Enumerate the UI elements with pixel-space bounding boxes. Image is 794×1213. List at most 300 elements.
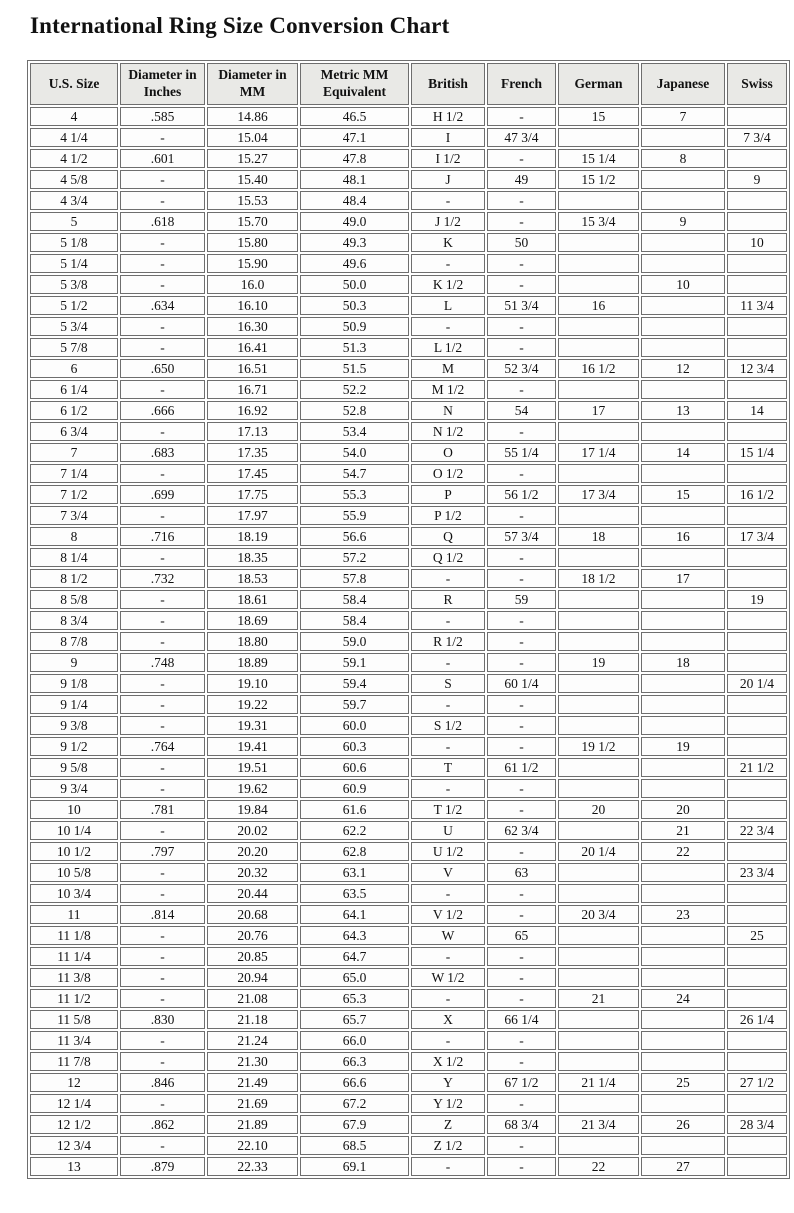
- table-cell: 57.2: [300, 548, 409, 567]
- table-cell: .732: [120, 569, 205, 588]
- table-cell: 27 1/2: [727, 1073, 787, 1092]
- table-row: [30, 443, 787, 462]
- table-cell: [641, 464, 725, 483]
- table-row: [30, 296, 787, 315]
- table-cell: 11 5/8: [30, 1010, 118, 1029]
- table-cell: 7: [30, 443, 118, 462]
- table-cell: .830: [120, 1010, 205, 1029]
- table-row: [30, 506, 787, 525]
- table-cell: O 1/2: [411, 464, 485, 483]
- table-cell: [641, 695, 725, 714]
- table-row: [30, 863, 787, 882]
- table-row: [30, 485, 787, 504]
- table-cell: [558, 968, 639, 987]
- table-cell: [558, 128, 639, 147]
- table-cell: 55.9: [300, 506, 409, 525]
- table-cell: -: [487, 779, 556, 798]
- table-cell: [641, 506, 725, 525]
- table-cell: 20.68: [207, 905, 298, 924]
- table-cell: 12 1/4: [30, 1094, 118, 1113]
- table-cell: 16.10: [207, 296, 298, 315]
- table-cell: [727, 905, 787, 924]
- table-cell: 52 3/4: [487, 359, 556, 378]
- table-cell: [727, 632, 787, 651]
- table-cell: 25: [641, 1073, 725, 1092]
- table-cell: -: [487, 695, 556, 714]
- table-cell: 24: [641, 989, 725, 1008]
- table-cell: Q: [411, 527, 485, 546]
- table-cell: [558, 821, 639, 840]
- table-cell: -: [411, 779, 485, 798]
- table-cell: O: [411, 443, 485, 462]
- table-cell: K: [411, 233, 485, 252]
- table-cell: [558, 464, 639, 483]
- table-row: [30, 611, 787, 630]
- table-cell: -: [487, 338, 556, 357]
- table-cell: 60.3: [300, 737, 409, 756]
- table-cell: [727, 338, 787, 357]
- table-cell: -: [487, 191, 556, 210]
- table-cell: R: [411, 590, 485, 609]
- table-cell: .666: [120, 401, 205, 420]
- table-cell: 19.41: [207, 737, 298, 756]
- table-cell: 56.6: [300, 527, 409, 546]
- table-cell: 11 3/8: [30, 968, 118, 987]
- table-cell: -: [487, 1052, 556, 1071]
- table-cell: -: [487, 548, 556, 567]
- table-cell: U: [411, 821, 485, 840]
- table-cell: 5 3/8: [30, 275, 118, 294]
- table-cell: 21.69: [207, 1094, 298, 1113]
- table-cell: -: [120, 947, 205, 966]
- column-header: French: [487, 63, 556, 105]
- table-row: [30, 548, 787, 567]
- table-cell: 10 1/4: [30, 821, 118, 840]
- table-cell: Q 1/2: [411, 548, 485, 567]
- table-cell: .781: [120, 800, 205, 819]
- table-cell: [727, 1052, 787, 1071]
- column-header: Diameter in Inches: [120, 63, 205, 105]
- table-cell: -: [120, 422, 205, 441]
- table-cell: 8: [641, 149, 725, 168]
- table-cell: 26: [641, 1115, 725, 1134]
- table-cell: .879: [120, 1157, 205, 1176]
- table-cell: [641, 1052, 725, 1071]
- table-cell: [727, 548, 787, 567]
- table-cell: 22: [558, 1157, 639, 1176]
- table-cell: 20 1/4: [558, 842, 639, 861]
- table-cell: 15: [641, 485, 725, 504]
- table-cell: 61.6: [300, 800, 409, 819]
- table-row: [30, 338, 787, 357]
- table-cell: 15.53: [207, 191, 298, 210]
- table-cell: 68 3/4: [487, 1115, 556, 1134]
- table-cell: 49: [487, 170, 556, 189]
- table-cell: 67.2: [300, 1094, 409, 1113]
- table-row: [30, 842, 787, 861]
- table-cell: 50: [487, 233, 556, 252]
- table-cell: 21 3/4: [558, 1115, 639, 1134]
- table-cell: 66.6: [300, 1073, 409, 1092]
- table-cell: 59: [487, 590, 556, 609]
- table-row: [30, 569, 787, 588]
- table-cell: 21.89: [207, 1115, 298, 1134]
- table-cell: 21: [641, 821, 725, 840]
- table-cell: 16.71: [207, 380, 298, 399]
- column-header: Diameter in MM: [207, 63, 298, 105]
- table-cell: [641, 758, 725, 777]
- table-row: [30, 275, 787, 294]
- table-cell: 7 1/2: [30, 485, 118, 504]
- table-cell: 22 3/4: [727, 821, 787, 840]
- table-row: [30, 1073, 787, 1092]
- table-row: [30, 359, 787, 378]
- table-cell: [727, 653, 787, 672]
- table-cell: 5 1/2: [30, 296, 118, 315]
- table-cell: [641, 1136, 725, 1155]
- table-cell: 20: [558, 800, 639, 819]
- table-cell: 47.8: [300, 149, 409, 168]
- table-cell: 8 5/8: [30, 590, 118, 609]
- table-cell: [727, 779, 787, 798]
- table-cell: [727, 422, 787, 441]
- table-cell: Y 1/2: [411, 1094, 485, 1113]
- table-cell: [727, 968, 787, 987]
- table-cell: 5 1/8: [30, 233, 118, 252]
- table-cell: 48.1: [300, 170, 409, 189]
- table-cell: -: [487, 380, 556, 399]
- table-cell: -: [487, 506, 556, 525]
- table-cell: [558, 506, 639, 525]
- table-row: [30, 254, 787, 273]
- table-cell: 54: [487, 401, 556, 420]
- table-cell: -: [487, 611, 556, 630]
- table-cell: [641, 380, 725, 399]
- table-cell: V 1/2: [411, 905, 485, 924]
- table-cell: 55.3: [300, 485, 409, 504]
- table-row: [30, 422, 787, 441]
- table-cell: 10: [30, 800, 118, 819]
- table-cell: 7: [641, 107, 725, 126]
- table-cell: M 1/2: [411, 380, 485, 399]
- table-cell: 18.69: [207, 611, 298, 630]
- table-cell: 50.0: [300, 275, 409, 294]
- table-cell: 8 1/4: [30, 548, 118, 567]
- table-row: [30, 401, 787, 420]
- table-cell: 27: [641, 1157, 725, 1176]
- table-cell: -: [120, 611, 205, 630]
- table-cell: 19.51: [207, 758, 298, 777]
- table-cell: 49.6: [300, 254, 409, 273]
- table-row: [30, 884, 787, 903]
- table-cell: V: [411, 863, 485, 882]
- table-cell: .618: [120, 212, 205, 231]
- table-cell: [641, 548, 725, 567]
- table-cell: -: [411, 695, 485, 714]
- table-cell: [558, 317, 639, 336]
- table-cell: .748: [120, 653, 205, 672]
- table-cell: -: [120, 380, 205, 399]
- table-cell: -: [120, 590, 205, 609]
- table-cell: T 1/2: [411, 800, 485, 819]
- table-cell: [641, 317, 725, 336]
- table-cell: 68.5: [300, 1136, 409, 1155]
- table-cell: 9: [30, 653, 118, 672]
- column-header: U.S. Size: [30, 63, 118, 105]
- table-cell: 20 1/4: [727, 674, 787, 693]
- table-cell: [558, 1031, 639, 1050]
- table-cell: [727, 1136, 787, 1155]
- table-cell: 64.1: [300, 905, 409, 924]
- table-row: [30, 317, 787, 336]
- table-cell: [727, 947, 787, 966]
- table-cell: W: [411, 926, 485, 945]
- table-cell: 69.1: [300, 1157, 409, 1176]
- table-cell: -: [487, 275, 556, 294]
- table-cell: W 1/2: [411, 968, 485, 987]
- table-cell: -: [120, 632, 205, 651]
- table-cell: [727, 275, 787, 294]
- table-cell: 60 1/4: [487, 674, 556, 693]
- table-cell: -: [120, 863, 205, 882]
- table-row: [30, 632, 787, 651]
- table-cell: P: [411, 485, 485, 504]
- table-cell: M: [411, 359, 485, 378]
- table-cell: -: [120, 695, 205, 714]
- table-cell: .797: [120, 842, 205, 861]
- table-cell: 14: [641, 443, 725, 462]
- table-cell: [558, 947, 639, 966]
- table-cell: 47.1: [300, 128, 409, 147]
- table-cell: [727, 989, 787, 1008]
- table-cell: -: [487, 212, 556, 231]
- table-cell: 20.20: [207, 842, 298, 861]
- table-row: [30, 149, 787, 168]
- table-cell: [558, 716, 639, 735]
- table-cell: -: [120, 989, 205, 1008]
- table-cell: P 1/2: [411, 506, 485, 525]
- table-cell: [558, 1094, 639, 1113]
- table-cell: -: [487, 1031, 556, 1050]
- table-cell: 67 1/2: [487, 1073, 556, 1092]
- table-cell: 21.49: [207, 1073, 298, 1092]
- table-row: [30, 674, 787, 693]
- table-cell: -: [487, 569, 556, 588]
- table-cell: -: [487, 653, 556, 672]
- table-row: [30, 1115, 787, 1134]
- table-cell: 60.9: [300, 779, 409, 798]
- table-cell: [727, 149, 787, 168]
- table-cell: .585: [120, 107, 205, 126]
- table-cell: I 1/2: [411, 149, 485, 168]
- table-cell: 14.86: [207, 107, 298, 126]
- table-cell: -: [487, 716, 556, 735]
- table-cell: [641, 632, 725, 651]
- table-cell: 7 3/4: [30, 506, 118, 525]
- table-cell: -: [487, 422, 556, 441]
- table-cell: -: [120, 1136, 205, 1155]
- table-cell: .846: [120, 1073, 205, 1092]
- table-cell: -: [411, 1157, 485, 1176]
- table-cell: .764: [120, 737, 205, 756]
- table-cell: 15.04: [207, 128, 298, 147]
- table-cell: X: [411, 1010, 485, 1029]
- table-cell: 64.3: [300, 926, 409, 945]
- table-cell: 10: [727, 233, 787, 252]
- table-cell: 13: [641, 401, 725, 420]
- table-cell: 21.08: [207, 989, 298, 1008]
- table-cell: [641, 1010, 725, 1029]
- table-cell: [727, 1031, 787, 1050]
- table-cell: [558, 338, 639, 357]
- table-cell: 5 1/4: [30, 254, 118, 273]
- table-cell: -: [411, 1031, 485, 1050]
- table-row: [30, 1031, 787, 1050]
- table-cell: [558, 191, 639, 210]
- table-row: [30, 107, 787, 126]
- table-cell: 17 1/4: [558, 443, 639, 462]
- table-cell: [641, 968, 725, 987]
- table-cell: 6 3/4: [30, 422, 118, 441]
- table-cell: [727, 611, 787, 630]
- column-header: Japanese: [641, 63, 725, 105]
- table-cell: [641, 674, 725, 693]
- table-cell: 22: [641, 842, 725, 861]
- table-cell: 11 3/4: [30, 1031, 118, 1050]
- table-cell: 17.75: [207, 485, 298, 504]
- table-cell: 19 1/2: [558, 737, 639, 756]
- table-row: [30, 527, 787, 546]
- table-cell: [727, 569, 787, 588]
- table-cell: -: [411, 884, 485, 903]
- table-cell: [558, 1010, 639, 1029]
- table-cell: 19.22: [207, 695, 298, 714]
- table-cell: I: [411, 128, 485, 147]
- table-cell: 18 1/2: [558, 569, 639, 588]
- table-cell: 62 3/4: [487, 821, 556, 840]
- table-cell: [641, 716, 725, 735]
- table-cell: 17: [558, 401, 639, 420]
- table-cell: [558, 779, 639, 798]
- table-cell: 52.2: [300, 380, 409, 399]
- table-cell: -: [120, 317, 205, 336]
- table-row: [30, 800, 787, 819]
- table-cell: 50.9: [300, 317, 409, 336]
- table-cell: 17.13: [207, 422, 298, 441]
- table-cell: 19: [727, 590, 787, 609]
- table-cell: -: [487, 254, 556, 273]
- table-cell: -: [120, 884, 205, 903]
- table-row: [30, 1094, 787, 1113]
- table-cell: 17: [641, 569, 725, 588]
- table-cell: -: [487, 1094, 556, 1113]
- table-cell: 18.61: [207, 590, 298, 609]
- table-cell: -: [487, 737, 556, 756]
- table-cell: -: [487, 107, 556, 126]
- table-cell: -: [487, 1136, 556, 1155]
- table-cell: -: [411, 611, 485, 630]
- page-title: International Ring Size Conversion Chart: [30, 13, 450, 38]
- table-cell: [641, 170, 725, 189]
- table-cell: -: [411, 989, 485, 1008]
- table-cell: 10: [641, 275, 725, 294]
- table-cell: S: [411, 674, 485, 693]
- table-cell: -: [120, 779, 205, 798]
- table-cell: [558, 548, 639, 567]
- table-cell: U 1/2: [411, 842, 485, 861]
- table-cell: 21: [558, 989, 639, 1008]
- table-cell: 4 3/4: [30, 191, 118, 210]
- table-row: [30, 905, 787, 924]
- table-cell: -: [120, 968, 205, 987]
- table-cell: 17 3/4: [558, 485, 639, 504]
- table-row: [30, 128, 787, 147]
- table-cell: 55 1/4: [487, 443, 556, 462]
- table-cell: -: [120, 338, 205, 357]
- table-cell: 67.9: [300, 1115, 409, 1134]
- table-cell: [727, 464, 787, 483]
- table-row: [30, 1052, 787, 1071]
- table-cell: 23: [641, 905, 725, 924]
- table-cell: R 1/2: [411, 632, 485, 651]
- table-cell: 57 3/4: [487, 527, 556, 546]
- table-cell: 19.84: [207, 800, 298, 819]
- table-cell: [727, 737, 787, 756]
- table-cell: [641, 884, 725, 903]
- table-cell: 20.94: [207, 968, 298, 987]
- table-cell: -: [120, 170, 205, 189]
- table-row: [30, 947, 787, 966]
- table-cell: N: [411, 401, 485, 420]
- ring-size-table-container: [27, 60, 775, 1179]
- table-cell: -: [120, 926, 205, 945]
- table-cell: 21.24: [207, 1031, 298, 1050]
- table-cell: 54.7: [300, 464, 409, 483]
- table-cell: 15.40: [207, 170, 298, 189]
- table-row: [30, 989, 787, 1008]
- table-cell: [558, 674, 639, 693]
- table-header-row: [30, 63, 787, 105]
- table-cell: [727, 800, 787, 819]
- table-cell: -: [120, 191, 205, 210]
- table-cell: [558, 758, 639, 777]
- table-cell: .862: [120, 1115, 205, 1134]
- table-row: [30, 737, 787, 756]
- table-cell: 12: [30, 1073, 118, 1092]
- table-cell: 60.0: [300, 716, 409, 735]
- table-cell: [641, 947, 725, 966]
- table-cell: 15: [558, 107, 639, 126]
- table-cell: H 1/2: [411, 107, 485, 126]
- table-cell: 14: [727, 401, 787, 420]
- table-cell: 10 5/8: [30, 863, 118, 882]
- table-cell: 13: [30, 1157, 118, 1176]
- table-cell: .634: [120, 296, 205, 315]
- table-cell: 18.19: [207, 527, 298, 546]
- table-row: [30, 926, 787, 945]
- table-cell: S 1/2: [411, 716, 485, 735]
- table-cell: 10 3/4: [30, 884, 118, 903]
- table-cell: -: [120, 821, 205, 840]
- table-cell: 26 1/4: [727, 1010, 787, 1029]
- table-cell: [558, 884, 639, 903]
- table-cell: 11 1/8: [30, 926, 118, 945]
- table-cell: 6 1/2: [30, 401, 118, 420]
- table-cell: 20 3/4: [558, 905, 639, 924]
- table-cell: 4 5/8: [30, 170, 118, 189]
- table-row: [30, 212, 787, 231]
- table-cell: [727, 842, 787, 861]
